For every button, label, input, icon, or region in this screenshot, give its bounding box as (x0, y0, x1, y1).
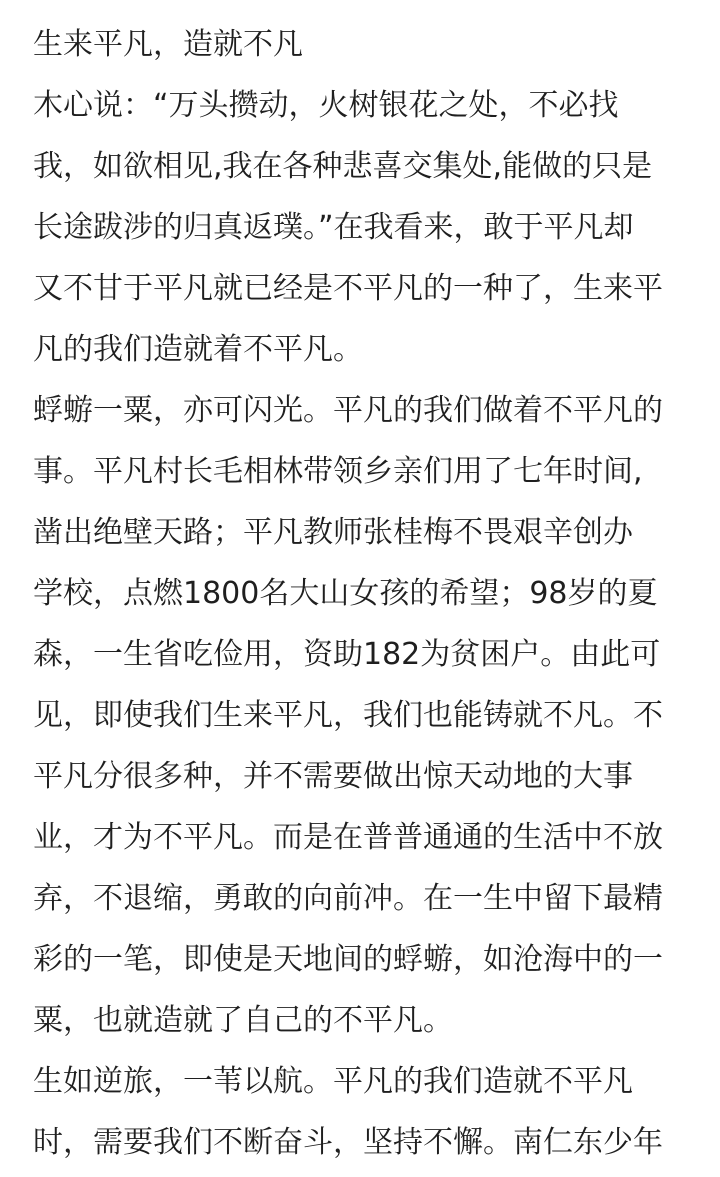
paragraph-line: 木心说：“万头攒动，火树银花之处，不必找 (33, 88, 619, 123)
paragraph-line: 业，才为不平凡。而是在普普通通的生活中不放 (33, 820, 663, 855)
paragraph-line: 又不甘于平凡就已经是不平凡的一种了，生来平 (33, 271, 663, 306)
paragraph-line: 长途跋涉的归真返璞。”在我看来，敢于平凡却 (33, 210, 634, 245)
paragraph-line: 见，即使我们生来平凡，我们也能铸就不凡。不 (33, 698, 663, 733)
paragraph-line: 凿出绝壁天路；平凡教师张桂梅不畏艰辛创办 (33, 515, 633, 550)
paragraph-line: 平凡分很多种，并不需要做出惊天动地的大事 (33, 759, 633, 794)
paragraph-line: 时，需要我们不断奋斗，坚持不懈。南仁东少年 (33, 1125, 663, 1160)
paragraph-line: 彩的一笔，即使是天地间的蜉蝣，如沧海中的一 (33, 942, 663, 977)
paragraph-line: 学校，点燃1800名大山女孩的希望；98岁的夏 (33, 576, 658, 611)
paragraph-line: 弃，不退缩，勇敢的向前冲。在一生中留下最精 (33, 881, 663, 916)
paragraph-line: 粟，也就造就了自己的不平凡。 (33, 1003, 453, 1038)
paragraph-line: 凡的我们造就着不平凡。 (33, 332, 363, 367)
essay-title: 生来平凡，造就不凡 (33, 27, 303, 62)
paragraph-line: 事。平凡村长毛相林带领乡亲们用了七年时间, (33, 454, 643, 489)
paragraph-line: 生如逆旅，一苇以航。平凡的我们造就不平凡 (33, 1064, 633, 1099)
paragraph-line: 我，如欲相见,我在各种悲喜交集处,能做的只是 (33, 149, 653, 184)
paragraph-line: 蜉蝣一粟，亦可闪光。平凡的我们做着不平凡的 (33, 393, 663, 428)
paragraph-line: 森，一生省吃俭用，资助182为贫困户。由此可 (33, 637, 661, 672)
